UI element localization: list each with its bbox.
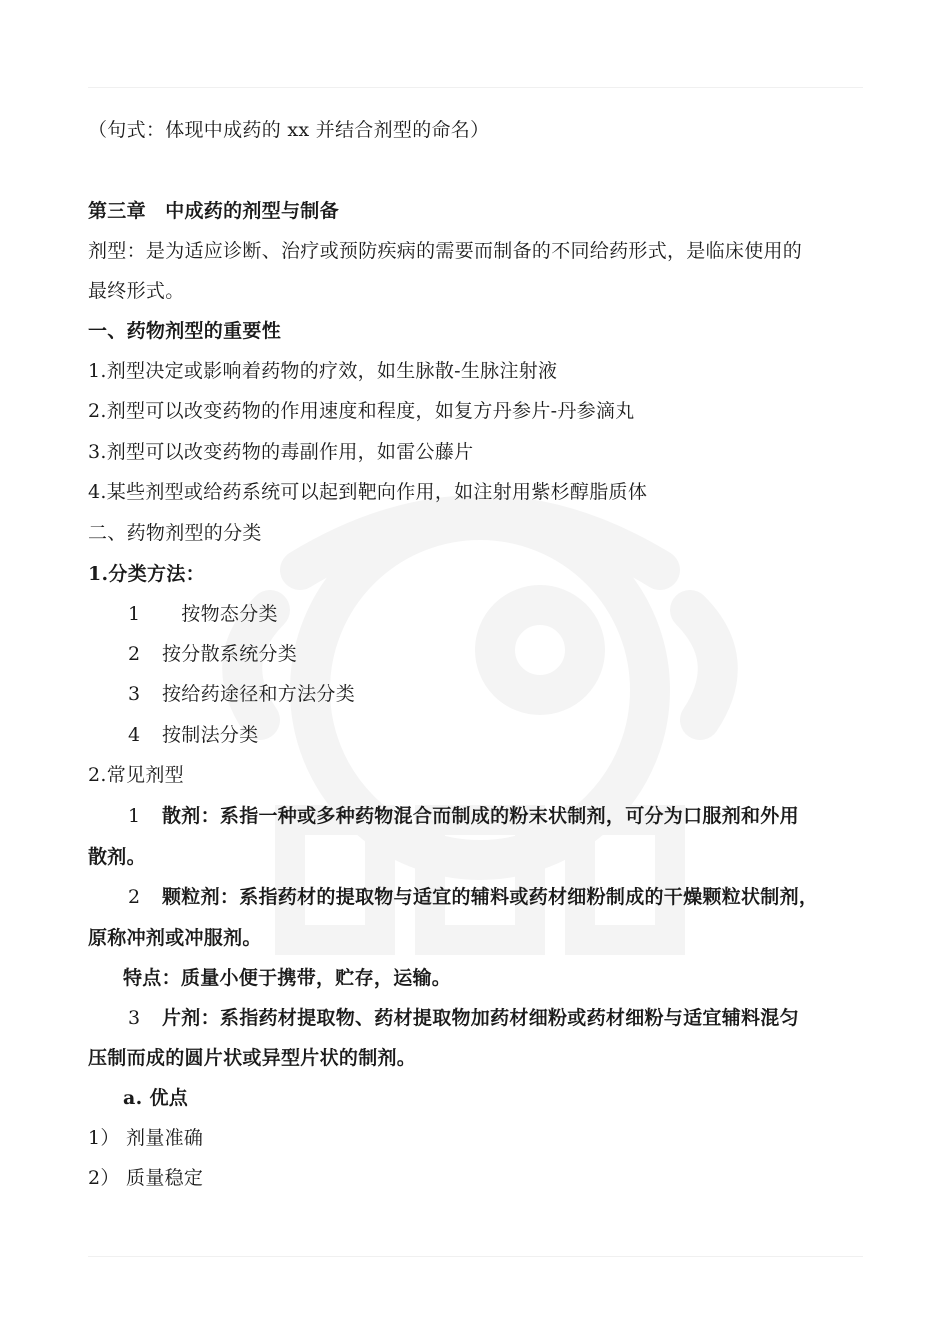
form-granule-line-1 [128,884,818,910]
form-powder-line-2: 散剂。 [88,846,146,868]
section-heading-importance: 一、药物剂型的重要性 [88,320,282,342]
item-number: 3 [128,1007,141,1029]
item-number: 4 [128,724,141,746]
method-item-4 [128,722,259,748]
item-text: 颗粒剂：系指药材的提取物与适宜的辅料或药材细粉制成的干燥颗粒状制剂， [162,886,819,908]
definition-line-2: 最终形式。 [88,280,185,302]
chapter-title: 第三章 中成药的剂型与制备 [88,200,339,222]
advantage-item-2: 2） 质量稳定 [88,1167,204,1189]
item-number: 3 [128,683,141,705]
section-heading-classification: 二、药物剂型的分类 [88,522,262,544]
item-text: 散剂：系指一种或多种药物混合而制成的粉末状制剂，可分为口服剂和外用 [162,805,799,827]
item-text: 按给药途径和方法分类 [162,683,356,705]
intro-note: （句式：体现中成药的 xx 并结合剂型的命名） [88,119,490,141]
method-item-2 [128,641,297,667]
importance-item-4: 4.某些剂型或给药系统可以起到靶向作用，如注射用紫杉醇脂质体 [88,481,648,503]
method-item-1 [128,601,278,627]
granule-features: 特点：质量小便于携带，贮存，运输。 [123,967,452,989]
item-number: 2 [128,643,141,665]
advantage-item-1: 1） 剂量准确 [88,1127,204,1149]
item-number: 2 [128,886,141,908]
item-number: 1 [128,805,141,827]
importance-item-3: 3.剂型可以改变药物的毒副作用，如雷公藤片 [88,441,474,463]
common-forms-heading: 2.常见剂型 [88,764,184,786]
form-tablet-line-1 [128,1005,799,1031]
item-number: 1 [128,603,141,625]
method-item-3 [128,681,355,707]
tablet-advantages-heading: a. 优点 [123,1087,189,1109]
form-powder-line-1 [128,803,799,829]
importance-item-1: 1.剂型决定或影响着药物的疗效，如生脉散-生脉注射液 [88,360,558,382]
item-text: 按分散系统分类 [162,643,298,665]
item-text: 按制法分类 [162,724,259,746]
classification-methods-heading: 1.分类方法： [88,563,205,585]
footer-rule [88,1256,863,1257]
item-text: 按物态分类 [162,603,278,625]
form-granule-line-2: 原称冲剂或冲服剂。 [88,927,262,949]
importance-item-2: 2.剂型可以改变药物的作用速度和程度，如复方丹参片-丹参滴丸 [88,400,635,422]
item-text: 片剂：系指药材提取物、药材提取物加药材细粉或药材细粉与适宜辅料混匀 [162,1007,799,1029]
header-rule [88,87,863,88]
definition-line-1: 剂型：是为适应诊断、治疗或预防疾病的需要而制备的不同给药形式，是临床使用的 [88,240,803,262]
form-tablet-line-2: 压制而成的圆片状或异型片状的制剂。 [88,1047,417,1069]
